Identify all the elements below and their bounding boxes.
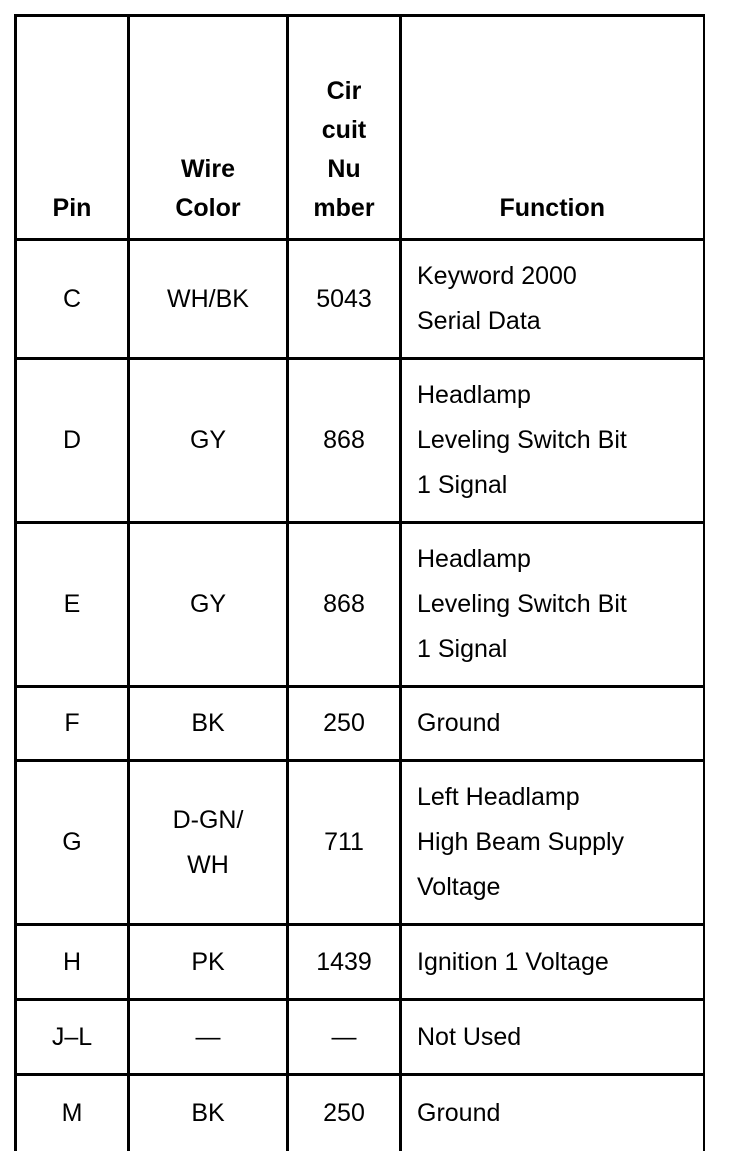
circuit-cell: 868 [288, 523, 401, 687]
circuit-cell: 250 [288, 1075, 401, 1151]
wire-color-cell: PK [129, 925, 288, 1000]
function-cell: Headlamp Leveling Switch Bit 1 Signal [401, 523, 704, 687]
header-function: Function [401, 16, 704, 240]
pin-cell: E [16, 523, 129, 687]
circuit-cell: 1439 [288, 925, 401, 1000]
function-cell: Ground [401, 1075, 704, 1151]
table-header-row [16, 16, 704, 240]
wire-color-cell: D-GN/ WH [129, 761, 288, 925]
pin-cell: F [16, 687, 129, 761]
table-row [16, 359, 704, 523]
function-cell: Not Used [401, 1000, 704, 1075]
circuit-cell: 250 [288, 687, 401, 761]
wire-color-cell: BK [129, 687, 288, 761]
wire-color-cell: GY [129, 359, 288, 523]
function-cell: Ignition 1 Voltage [401, 925, 704, 1000]
table-row [16, 240, 704, 359]
table-row [16, 925, 704, 1000]
pin-cell: M [16, 1075, 129, 1151]
header-circuit-number: Cir cuit Nu mber [288, 16, 401, 240]
circuit-cell: 5043 [288, 240, 401, 359]
wire-color-cell: — [129, 1000, 288, 1075]
function-cell: Left Headlamp High Beam Supply Voltage [401, 761, 704, 925]
function-cell: Ground [401, 687, 704, 761]
pin-cell: G [16, 761, 129, 925]
pin-cell: J–L [16, 1000, 129, 1075]
table-row [16, 1075, 704, 1151]
pin-cell: C [16, 240, 129, 359]
table-row [16, 523, 704, 687]
table-row [16, 687, 704, 761]
pin-cell: H [16, 925, 129, 1000]
wire-color-cell: BK [129, 1075, 288, 1151]
table-row [16, 1000, 704, 1075]
header-pin: Pin [16, 16, 129, 240]
circuit-cell: — [288, 1000, 401, 1075]
connector-pinout-table [14, 14, 705, 1151]
wire-color-cell: GY [129, 523, 288, 687]
wire-color-cell: WH/BK [129, 240, 288, 359]
function-cell: Keyword 2000 Serial Data [401, 240, 704, 359]
circuit-cell: 711 [288, 761, 401, 925]
table-row [16, 761, 704, 925]
pin-cell: D [16, 359, 129, 523]
circuit-cell: 868 [288, 359, 401, 523]
header-wire-color: Wire Color [129, 16, 288, 240]
function-cell: Headlamp Leveling Switch Bit 1 Signal [401, 359, 704, 523]
